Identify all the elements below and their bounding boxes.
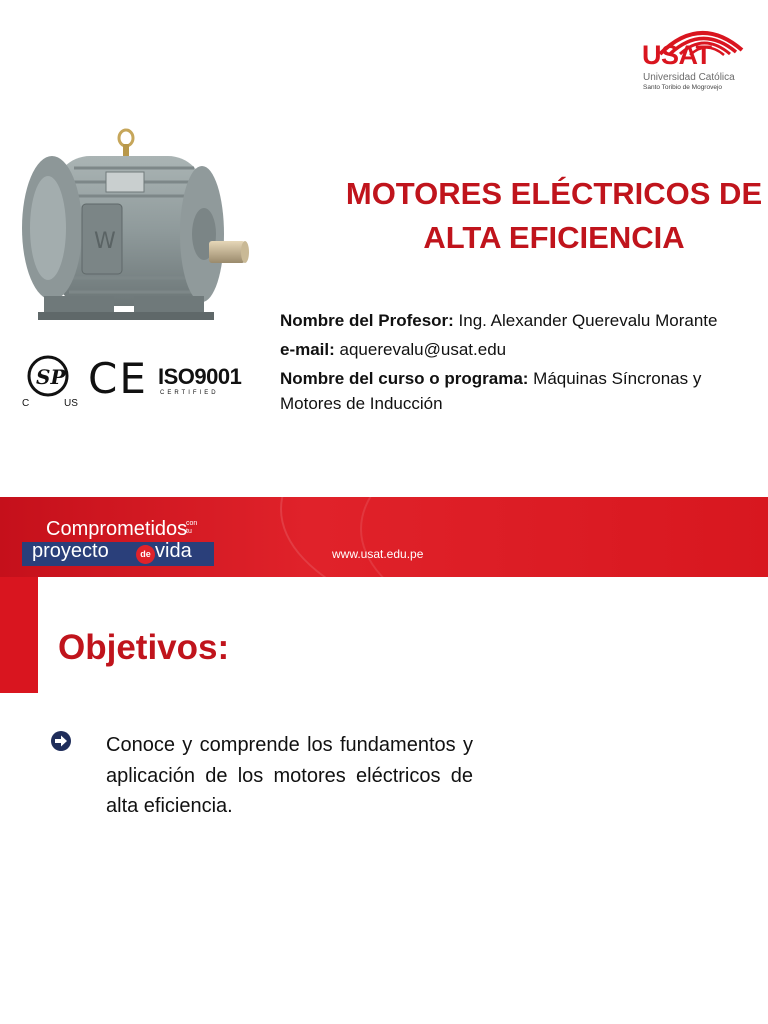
electric-motor-image — [14, 128, 262, 338]
professor-label: Nombre del Profesor: — [280, 311, 454, 330]
slide-title — [320, 172, 768, 260]
slogan-tu: tu — [186, 528, 192, 535]
circle-arrow-right-icon — [50, 730, 72, 752]
svg-text:SP: SP — [36, 365, 66, 389]
title-line-1: MOTORES ELÉCTRICOS DE — [345, 176, 763, 211]
course-row — [280, 366, 750, 416]
csa-us-label: US — [64, 398, 78, 409]
slogan-con-tu — [186, 520, 197, 536]
slogan-vida: vida — [155, 540, 192, 562]
objective-item-text: Conoce y comprende los fundamentos y aplicación de los motores eléctricos de alta eficiencia. — [106, 734, 473, 817]
logo-line1: Universidad Católica — [643, 72, 735, 83]
professor-value: Ing. Alexander Querevalu Morante — [453, 311, 718, 330]
red-side-bar — [0, 577, 38, 693]
email-value[interactable]: aquerevalu@usat.edu — [334, 340, 507, 359]
slogan-comprometidos: Comprometidos — [46, 518, 188, 540]
title-line-2: ALTA EFICIENCIA — [423, 220, 685, 255]
usat-logo — [640, 20, 760, 100]
email-row — [280, 337, 750, 362]
website-link[interactable]: www.usat.edu.pe — [332, 547, 424, 561]
slogan-con: con — [186, 520, 198, 527]
logo-brand: USAT — [642, 40, 712, 70]
slogan-proyecto: proyecto — [32, 540, 109, 562]
csa-c-label: C — [22, 398, 30, 409]
certification-logos — [22, 350, 252, 416]
objectives-title: Objetivos: — [58, 628, 230, 667]
slogan-de-badge: de — [136, 545, 155, 564]
csa-certification-icon — [26, 354, 70, 398]
course-value: Máquinas Síncronas y Motores de Inducción — [280, 369, 702, 413]
logo-line2: Santo Toribio de Mogrovejo — [643, 84, 723, 91]
professor-row — [280, 308, 750, 333]
email-label: e-mail: — [280, 340, 335, 359]
svg-text:W: W — [94, 229, 116, 254]
iso-certified-label: CERTIFIED — [160, 390, 219, 396]
course-label: Nombre del curso o programa: — [280, 369, 529, 388]
iso9001-logo: ISO9001 — [158, 364, 242, 389]
ce-mark-icon: CE — [88, 354, 148, 403]
course-info — [280, 308, 750, 420]
